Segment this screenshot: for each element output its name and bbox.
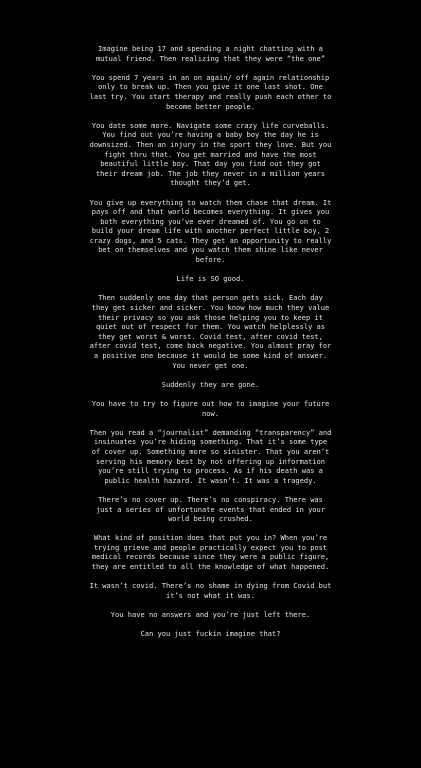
story-paragraph-11: What kind of position does that put you in? When you’re trying grieve and people practically expect you to post medical records because since they were a public figure, they are entitled to all the knowledge of what happened. bbox=[91, 533, 330, 572]
story-paragraph-9: Then you read a “journalist” demanding “transparency” and insinuates you’re hiding something. That it’s some type of cover up. Something more so sinister. That you aren’t serving his memory best by not offering up information you’re still trying to process. As if his death was a public health hazard. It wasn’t. It was a tragedy. bbox=[89, 427, 332, 485]
story-paragraph-6: Then suddenly one day that person gets sick. Each day they get sicker and sicker. You know how much they value their privacy so you ask those helping you to keep it quiet out of respect for them. You watch helplessly as they get worst & worst. Covid test, after covid test, after covid test, come back negative. You almost pray for a positive one because it would be some kind of answer. You never get one. bbox=[89, 293, 332, 370]
story-paragraph-1: Imagine being 17 and spending a night chatting with a mutual friend. Then realizing that they were “the one” bbox=[95, 44, 326, 63]
story-paragraph-5: Life is SO good. bbox=[176, 274, 245, 284]
story-paragraph-12: It wasn’t covid. There’s no shame in dying from Covid but it’s not what it was. bbox=[89, 581, 332, 600]
story-paragraph-7: Suddenly they are gone. bbox=[161, 379, 260, 389]
story-paragraph-8: You have to try to figure out how to imagine your future now. bbox=[91, 398, 330, 418]
story-paragraph-10: There’s no cover up. There’s no conspiracy. There was just a series of unfortunate events that ended in your world being crushed. bbox=[95, 494, 326, 524]
story-paragraph-3: You date some more. Navigate some crazy life curveballs. You find out you’re having a baby boy the day he is downsized. Then an injury in the sport they love. But you fight thru that. You get married and have the most beautiful little boy. That day you find out they got their dream job. The job they never in a million years thought they’d get. bbox=[89, 120, 332, 188]
story-paragraph-4: You give up everything to watch them chase that dream. It pays off and that world becomes everything. It gives you both everything you’ve ever dreamed of. You go on to build your dream life with another perfect little boy, 2 crazy dogs, and 5 cats. They get an opportunity to really bet on themselves and you watch them shine like never before. bbox=[89, 197, 332, 265]
story-paragraph-13: You have no answers and you’re just left there. bbox=[110, 610, 311, 620]
story-paragraph-2: You spend 7 years in an on again/ off again relationship only to break up. Then you give it one last shot. One last try. You start therapy and really push each other to become better people. bbox=[89, 72, 332, 111]
story-paragraph-14: Can you just fuckin imagine that? bbox=[140, 629, 281, 639]
story-text bbox=[88, 44, 333, 648]
